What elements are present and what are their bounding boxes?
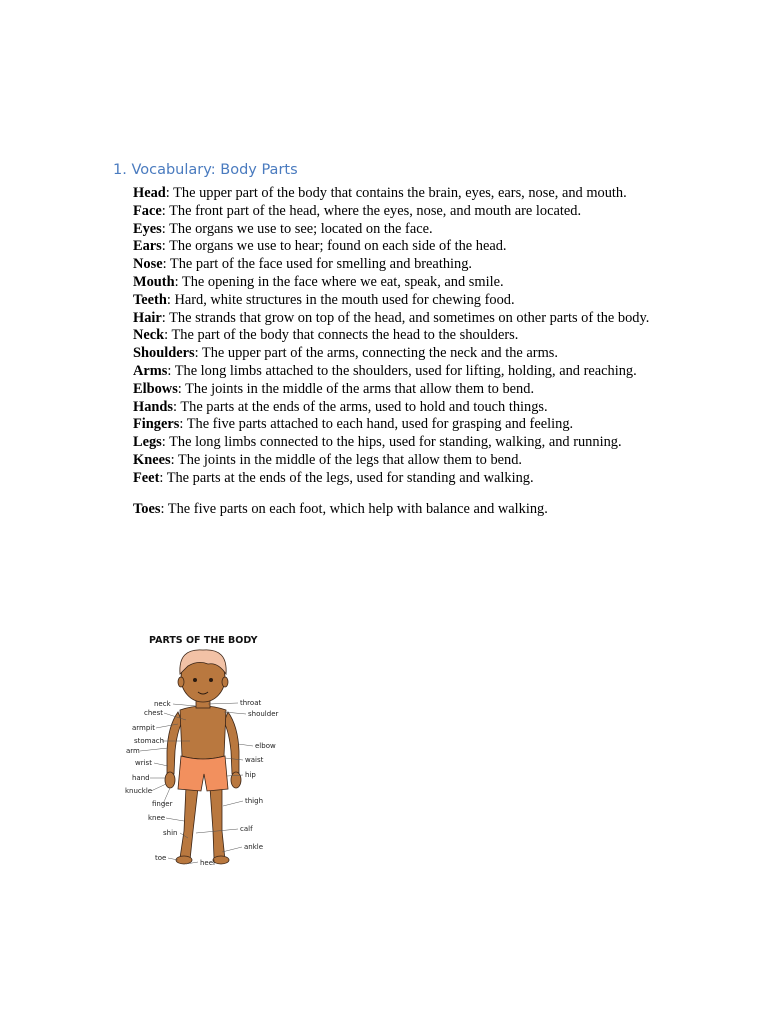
- vocab-entry-toes: [113, 501, 673, 519]
- label-wrist: wrist: [135, 759, 152, 767]
- label-hip: hip: [245, 771, 256, 779]
- vocab-term: Eyes: [133, 220, 162, 237]
- vocab-entry-eyes: [113, 221, 673, 239]
- label-waist: waist: [245, 756, 264, 764]
- vocab-definition: : The joints in the middle of the arms that allow them to bend.: [177, 380, 535, 397]
- vocab-definition: : The joints in the middle of the legs that allow them to bend.: [170, 451, 523, 468]
- label-knee: knee: [148, 814, 166, 822]
- vocab-entry-hair: [113, 310, 673, 328]
- vocab-term: Neck: [133, 327, 165, 344]
- vocab-entry-neck: [113, 327, 673, 345]
- label-armpit: armpit: [132, 724, 155, 732]
- vocab-entry-nose: [113, 256, 673, 274]
- vocab-definition: : The parts at the ends of the arms, used to hold and touch things.: [173, 398, 548, 415]
- label-shoulder: shoulder: [248, 710, 279, 718]
- vocab-term: Hair: [133, 309, 162, 326]
- vocab-entry-mouth: [113, 274, 673, 292]
- vocab-definition: : The organs we use to hear; found on each side of the head.: [161, 238, 507, 255]
- vocab-entry-face: [113, 203, 673, 221]
- label-chest: chest: [144, 709, 163, 717]
- vocab-definition: : The part of the face used for smelling and breathing.: [162, 256, 473, 273]
- vocab-definition: : The five parts on each foot, which help with balance and walking.: [160, 500, 548, 517]
- vocab-term: Arms: [133, 362, 168, 379]
- vocab-entry-ears: [113, 238, 673, 256]
- label-stomach: stomach: [134, 737, 165, 745]
- vocab-definition: : The long limbs attached to the shoulders, used for lifting, holding, and reaching.: [167, 362, 637, 379]
- vocab-term: Ears: [133, 238, 162, 255]
- vocab-definition: : The parts at the ends of the legs, used for standing and walking.: [159, 469, 534, 486]
- label-thigh: thigh: [245, 797, 264, 805]
- vocabulary-list: [113, 185, 673, 518]
- vocab-entry-teeth: [113, 292, 673, 310]
- label-arm: arm: [126, 747, 140, 755]
- label-throat: throat: [240, 699, 262, 707]
- vocab-definition: : The upper part of the body that contains the brain, eyes, ears, nose, and mouth.: [165, 185, 627, 201]
- label-knuckle: knuckle: [125, 787, 153, 795]
- vocab-definition: : The organs we use to see; located on the face.: [161, 220, 433, 237]
- vocab-entry-fingers: [113, 416, 673, 434]
- vocab-entry-shoulders: [113, 345, 673, 363]
- vocab-definition: : The five parts attached to each hand, used for grasping and feeling.: [179, 416, 574, 433]
- vocab-term: Toes: [133, 500, 161, 517]
- vocab-definition: : The strands that grow on top of the head, and sometimes on other parts of the body.: [161, 309, 650, 326]
- vocab-term: Shoulders: [133, 345, 195, 362]
- vocab-term: Mouth: [133, 273, 175, 290]
- vocab-entry-elbows: [113, 381, 673, 399]
- vocab-term: Teeth: [133, 291, 167, 308]
- vocab-term: Elbows: [133, 380, 178, 397]
- vocab-term: Hands: [133, 398, 173, 415]
- label-shin: shin: [163, 829, 178, 837]
- vocab-definition: : The upper part of the arms, connecting the neck and the arms.: [194, 345, 558, 362]
- vocab-definition: : The long limbs connected to the hips, used for standing, walking, and running.: [161, 434, 622, 451]
- vocab-definition: : The front part of the head, where the eyes, nose, and mouth are located.: [161, 202, 582, 219]
- vocab-term: Fingers: [133, 416, 180, 433]
- vocab-entry-knees: [113, 452, 673, 470]
- vocab-entry-feet: [113, 470, 673, 488]
- vocab-term: Knees: [133, 451, 171, 468]
- vocab-term: Face: [133, 202, 162, 219]
- vocab-definition: : The part of the body that connects the head to the shoulders.: [164, 327, 519, 344]
- vocab-entry-arms: [113, 363, 673, 381]
- figure-title: PARTS OF THE BODY: [149, 635, 258, 646]
- vocab-definition: : The opening in the face where we eat, speak, and smile.: [174, 273, 504, 290]
- label-hand: hand: [132, 774, 150, 782]
- vocab-entry-head: [113, 185, 673, 203]
- vocab-term: Nose: [133, 256, 163, 273]
- label-heel: heel: [200, 859, 215, 867]
- label-ankle: ankle: [244, 843, 264, 851]
- vocab-definition: : Hard, white structures in the mouth used for chewing food.: [166, 291, 515, 308]
- vocab-term: Head: [133, 185, 166, 201]
- label-toe: toe: [155, 854, 167, 862]
- body-parts-illustration: [118, 626, 284, 872]
- label-calf: calf: [240, 825, 253, 833]
- label-neck: neck: [154, 700, 171, 708]
- vocab-term: Legs: [133, 434, 162, 451]
- section-heading: 1. Vocabulary: Body Parts: [113, 162, 298, 178]
- label-finger: finger: [152, 800, 173, 808]
- vocab-entry-hands: [113, 399, 673, 417]
- vocab-entry-legs: [113, 434, 673, 452]
- vocab-term: Feet: [133, 469, 160, 486]
- label-elbow: elbow: [255, 742, 276, 750]
